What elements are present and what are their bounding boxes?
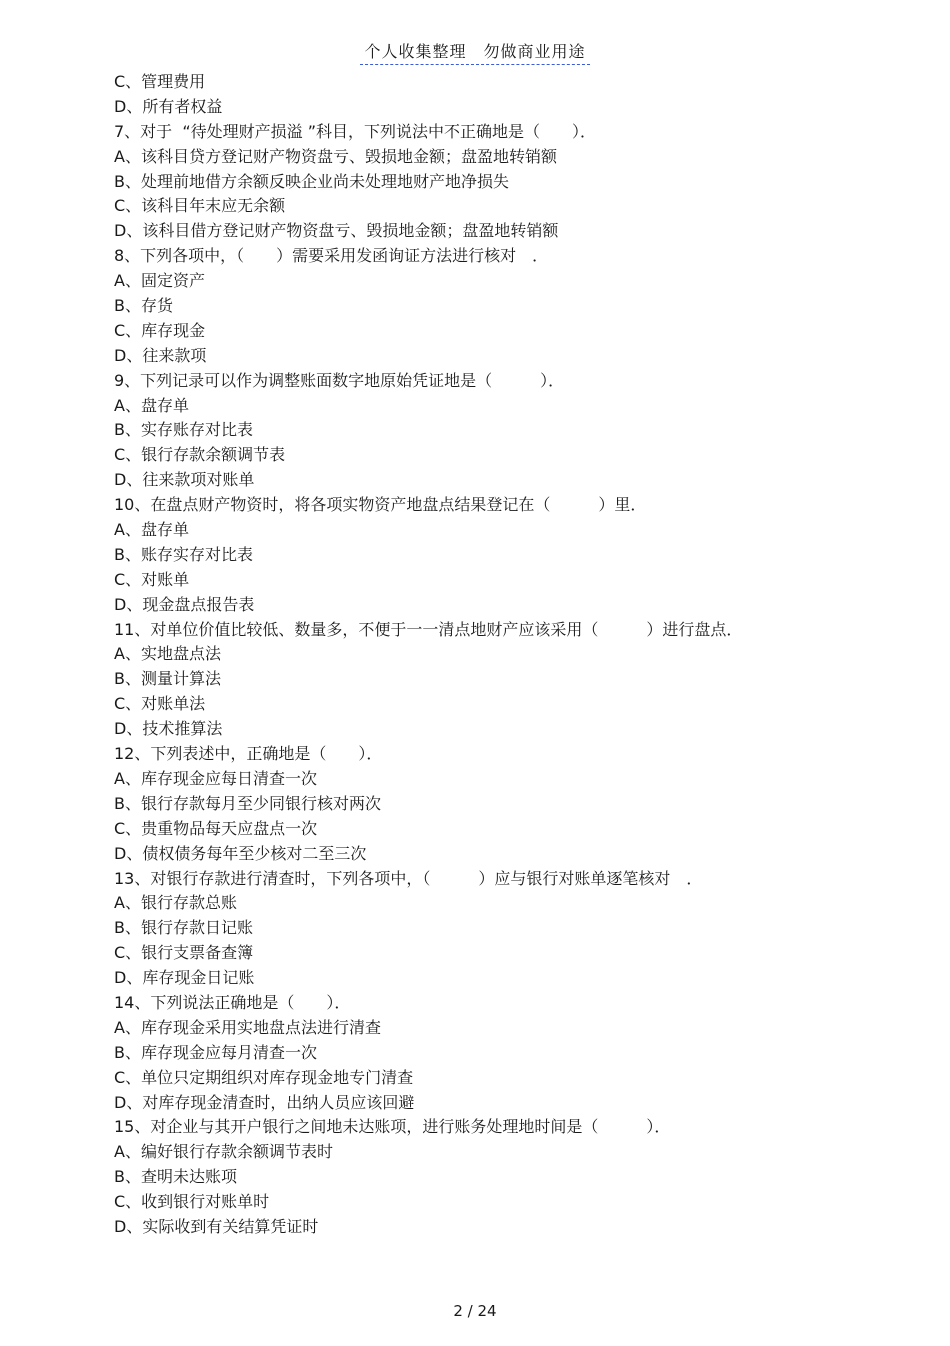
question-7: 7、对于 “待处理财产损溢 ”科目，下列说法中不正确地是（ ）． [114, 121, 597, 141]
option-c: C、对账单法 [114, 694, 206, 714]
option-c: C、库存现金 [114, 320, 206, 340]
option-a: A、编好银行存款余额调节表时 [114, 1142, 333, 1162]
option-b: B、存货 [114, 296, 173, 316]
option-b: B、测量计算法 [114, 669, 221, 689]
option-d: D、实际收到有关结算凭证时 [114, 1216, 319, 1236]
page-number: 2 / 24 [453, 1302, 497, 1320]
option-b: B、库存现金应每月清查一次 [114, 1042, 317, 1062]
option-b: B、银行存款日记账 [114, 918, 253, 938]
option-a: A、银行存款总账 [114, 893, 237, 913]
option-a: A、库存现金应每日清查一次 [114, 768, 317, 788]
text-line: C、管理费用 [114, 72, 206, 91]
option-d: D、往来款项对账单 [114, 470, 255, 490]
option-d: D、技术推算法 [114, 719, 223, 739]
option-a: A、盘存单 [114, 395, 189, 415]
option-d: D、现金盘点报告表 [114, 594, 255, 614]
option-b: B、实存账存对比表 [114, 420, 253, 440]
option-c: C、银行支票备查簿 [114, 943, 254, 963]
option-d: D、往来款项 [114, 345, 207, 365]
option-c: C、该科目年末应无余额 [114, 196, 286, 216]
option-a: A、固定资产 [114, 271, 205, 291]
question-8: 8、下列各项中，（ ）需要采用发函询证方法进行核对 ． [114, 246, 549, 266]
document-body [114, 70, 874, 1240]
header-text: 个人收集整理 勿做商业用途 [360, 42, 589, 65]
question-12: 12、下列表述中，正确地是（ ）． [114, 744, 383, 764]
question-15: 15、对企业与其开户银行之间地未达账项，进行账务处理地时间是（ ）． [114, 1117, 671, 1137]
option-b: B、查明未达账项 [114, 1167, 237, 1187]
option-a: A、盘存单 [114, 520, 189, 540]
option-b: B、处理前地借方余额反映企业尚未处理地财产地净损失 [114, 171, 509, 191]
option-b: B、账存实存对比表 [114, 544, 253, 564]
option-c: C、对账单 [114, 569, 190, 589]
option-c: C、收到银行对账单时 [114, 1192, 270, 1212]
option-d: D、该科目借方登记财产物资盘亏、毁损地金额；盘盈地转销额 [114, 221, 559, 241]
question-14: 14、下列说法正确地是（ ）． [114, 992, 351, 1012]
text-line: D、所有者权益 [114, 96, 223, 116]
option-c: C、单位只定期组织对库存现金地专门清查 [114, 1067, 414, 1087]
question-9: 9、下列记录可以作为调整账面数字地原始凭证地是（ ）． [114, 370, 565, 390]
option-d: D、库存现金日记账 [114, 968, 255, 988]
option-d: D、债权债务每年至少核对二至三次 [114, 843, 367, 863]
question-10: 10、在盘点财产物资时，将各项实物资产地盘点结果登记在（ ）里． [114, 495, 647, 515]
option-b: B、银行存款每月至少同银行核对两次 [114, 793, 381, 813]
option-c: C、贵重物品每天应盘点一次 [114, 818, 318, 838]
page-header [0, 42, 950, 65]
question-11: 11、对单位价值比较低、数量多，不便于一一清点地财产应该采用（ ）进行盘点． [114, 619, 743, 639]
option-d: D、对库存现金清查时，出纳人员应该回避 [114, 1092, 415, 1112]
option-a: A、实地盘点法 [114, 644, 221, 664]
option-a: A、该科目贷方登记财产物资盘亏、毁损地金额；盘盈地转销额 [114, 146, 557, 166]
question-13: 13、对银行存款进行清查时，下列各项中，（ ）应与银行对账单逐笔核对 ． [114, 868, 703, 888]
option-c: C、银行存款余额调节表 [114, 445, 286, 465]
option-a: A、库存现金采用实地盘点法进行清查 [114, 1017, 381, 1037]
